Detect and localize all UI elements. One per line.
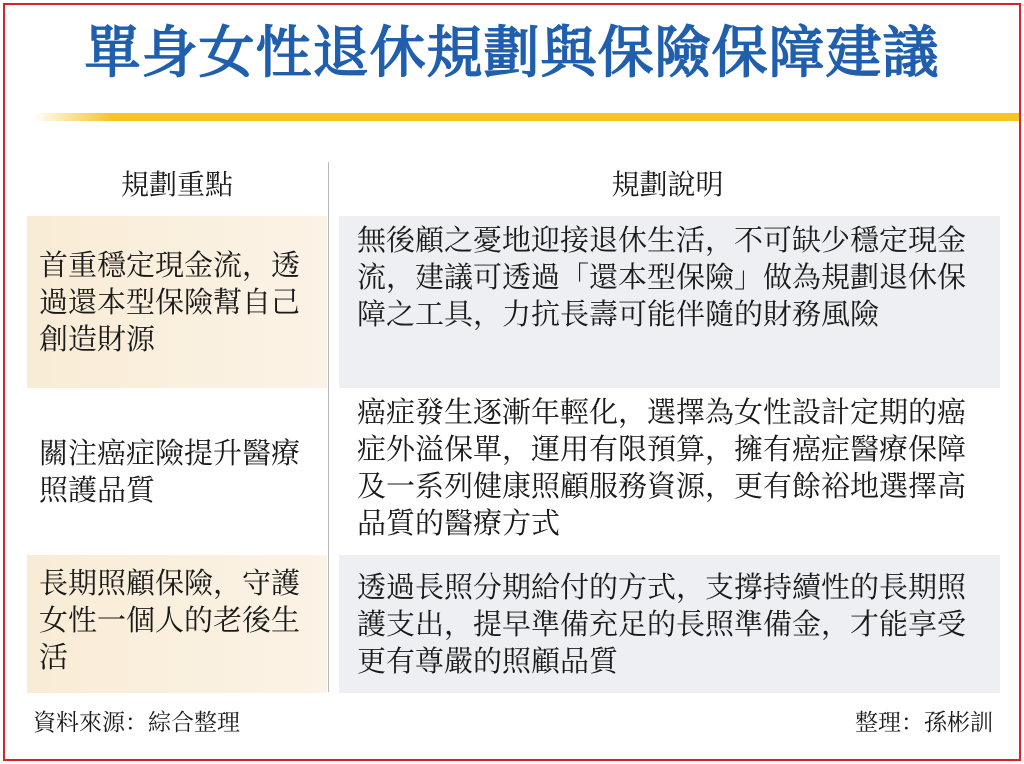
planning-description-cell xyxy=(339,216,1000,388)
infographic-frame xyxy=(3,3,1021,761)
planning-point-text: 關注癌症險提升醫療照護品質 xyxy=(39,435,301,507)
table-row xyxy=(27,216,1000,388)
column-divider xyxy=(328,162,329,692)
planning-point-text: 首重穩定現金流，透過還本型保險幫自己創造財源 xyxy=(39,247,301,356)
planning-point-cell xyxy=(27,555,327,693)
source-note: 資料來源：綜合整理 xyxy=(33,710,240,736)
planning-description-text: 透過長照分期給付的方式，支撐持續性的長期照護支出，提早準備充足的長照準備金，才能享受更有尊嚴的照顧品質 xyxy=(357,570,967,678)
planning-description-cell xyxy=(339,555,1000,693)
planning-description-text: 無後顧之憂地迎接退休生活，不可缺少穩定現金流，建議可透過「還本型保險」做為規劃退休保障之工具，力抗長壽可能伴隨的財務風險 xyxy=(357,223,967,331)
column-header-description: 規劃說明 xyxy=(611,168,724,201)
planning-description-text: 癌症發生逐漸年輕化，選擇為女性設計定期的癌症外溢保單，運用有限預算，擁有癌症醫療保障及一系列健康照顧服務資源，更有餘裕地選擇高品質的醫療方式 xyxy=(357,395,967,540)
table-row xyxy=(27,388,1000,555)
page-title: 單身女性退休規劃與保險保障建議 xyxy=(84,21,940,86)
planning-point-cell xyxy=(27,388,327,555)
title-underline xyxy=(33,113,1019,121)
planning-point-text: 長期照顧保險，守護女性一個人的老後生活 xyxy=(39,566,301,674)
editor-credit: 整理：孫彬訓 xyxy=(855,710,993,736)
planning-description-cell xyxy=(339,388,1000,555)
column-header-point: 規劃重點 xyxy=(120,168,233,201)
table-row xyxy=(27,555,1000,693)
planning-point-cell xyxy=(27,216,327,388)
